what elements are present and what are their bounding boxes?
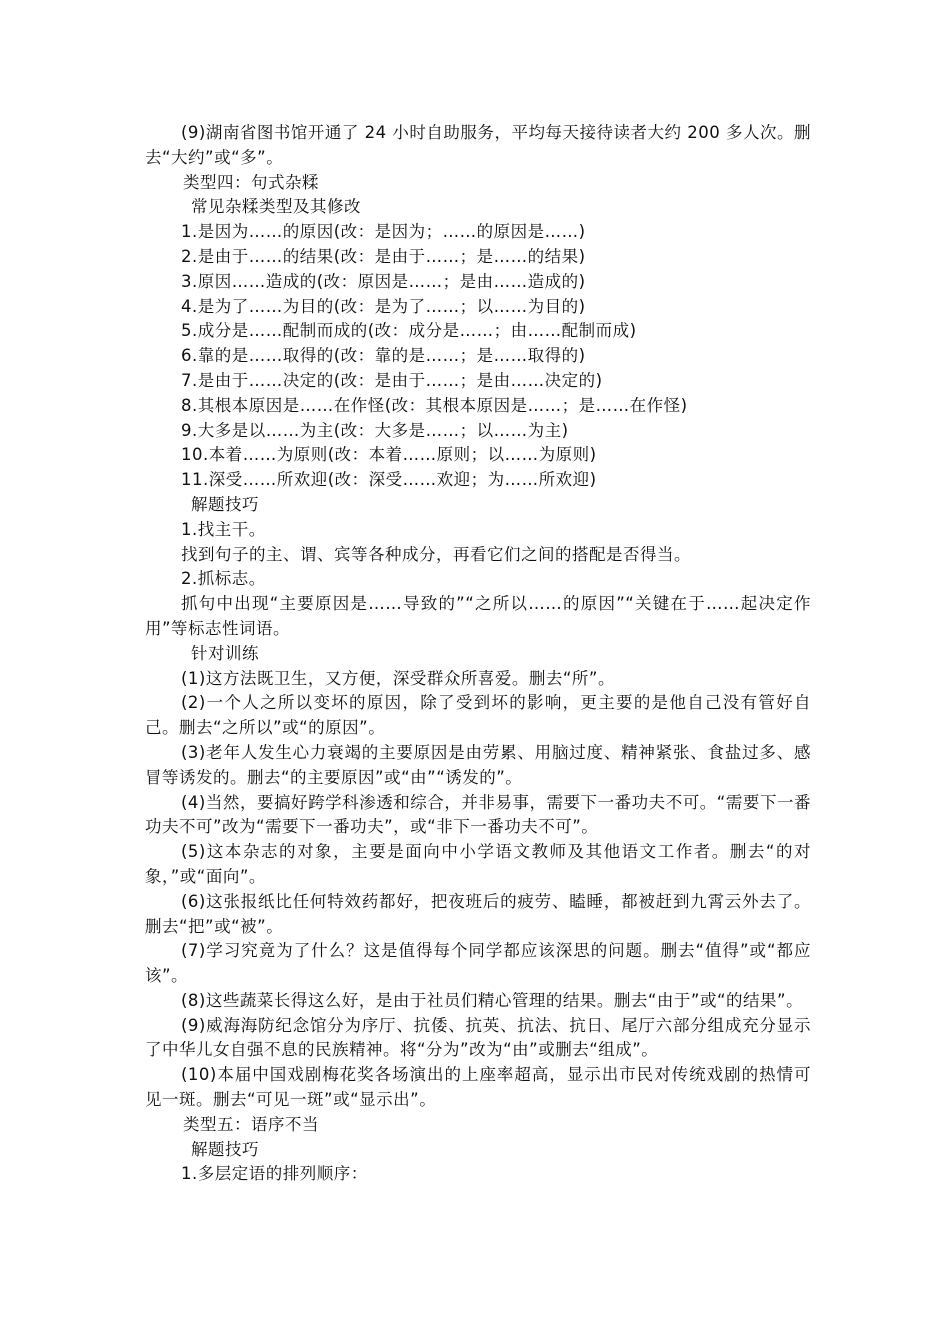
list-item: 6.靠的是……取得的(改：靠的是……；是……取得的): [181, 346, 586, 366]
list-item: 1.是因为……的原因(改：是因为；……的原因是……): [181, 222, 586, 242]
exercise-item: (10)本届中国戏剧梅花奖各场演出的上座率超高，显示出市民对传统戏剧的热情可见一斑。删去“可见一斑”或“显示出”。: [145, 1065, 811, 1110]
exercise-item: (2)一个人之所以变坏的原因，除了受到坏的影响，更主要的是他自己没有管好自己。删去“之所以”或“的原因”。: [145, 693, 811, 738]
list-item: 4.是为了……为目的(改：是为了……；以……为目的): [181, 296, 586, 316]
list-item: 2.是由于……的结果(改：是由于……；是……的结果): [181, 246, 586, 266]
paragraph: 1.多层定语的排列顺序：: [181, 1164, 368, 1184]
exercise-item: (4)当然，要搞好跨学科渗透和综合，并非易事，需要下一番功夫不可。“需要下一番功夫不可”改为“需要下一番功夫”，或“非下一番功夫不可”。: [145, 792, 811, 837]
section-heading: 类型四：句式杂糅: [183, 172, 319, 192]
list-item: 10.本着……为原则(改：本着……原则；以……为原则): [181, 445, 597, 465]
list-item: 9.大多是以……为主(改：大多是……；以……为主): [181, 420, 569, 440]
subsection-heading: 解题技巧: [191, 1139, 259, 1159]
paragraph: 抓句中出现“主要原因是……导致的”“之所以……的原因”“关键在于……起决定作用”等标志性词语。: [145, 594, 811, 638]
paragraph: 1.找主干。: [181, 519, 266, 539]
exercise-item: (1)这方法既卫生，又方便，深受群众所喜爱。删去“所”。: [181, 668, 615, 688]
exercise-item: (5)这本杂志的对象，主要是面向中小学语文教师及其他语文工作者。删去“的对象，”或“面向”。: [145, 842, 811, 886]
subsection-heading: 常见杂糅类型及其修改: [191, 197, 361, 217]
subsection-heading: 解题技巧: [191, 494, 259, 514]
document-body: [145, 121, 811, 1187]
subsection-heading: 针对训练: [191, 643, 259, 663]
paragraph: 2.抓标志。: [181, 569, 266, 589]
paragraph: 找到句子的主、谓、宾等各种成分，再看它们之间的搭配是否得当。: [181, 544, 691, 564]
exercise-item: (9)威海海防纪念馆分为序厅、抗倭、抗英、抗法、抗日、尾厅六部分组成充分显示了中华儿女自强不息的民族精神。将“分为”改为“由”或删去“组成”。: [145, 1015, 811, 1060]
section-heading: 类型五：语序不当: [183, 1114, 319, 1134]
exercise-item: (7)学习究竟为了什么？这是值得每个同学都应该深思的问题。删去“值得”或“都应该”。: [145, 941, 811, 986]
list-item: 5.成分是……配制而成的(改：成分是……；由……配制而成): [181, 321, 637, 341]
list-item: 8.其根本原因是……在作怪(改：其根本原因是……；是……在作怪): [181, 395, 688, 415]
paragraph: (9)湖南省图书馆开通了 24 小时自助服务，平均每天接待读者大约 200 多人次。删去“大约”或“多”。: [145, 123, 811, 167]
list-item: 7.是由于……决定的(改：是由于……；是由……决定的): [181, 370, 603, 390]
list-item: 3.原因……造成的(改：原因是……；是由……造成的): [181, 271, 586, 291]
exercise-item: (8)这些蔬菜长得这么好，是由于社员们精心管理的结果。删去“由于”或“的结果”。: [181, 990, 804, 1010]
list-item: 11.深受……所欢迎(改：深受……欢迎；为……所欢迎): [181, 470, 597, 490]
exercise-item: (6)这张报纸比任何特效药都好，把夜班后的疲劳、瞌睡，都被赶到九霄云外去了。删去“把”或“被”。: [145, 891, 811, 936]
exercise-item: (3)老年人发生心力衰竭的主要原因是由劳累、用脑过度、精神紧张、食盐过多、感冒等诱发的。删去“的主要原因”或“由”“诱发的”。: [145, 742, 811, 787]
